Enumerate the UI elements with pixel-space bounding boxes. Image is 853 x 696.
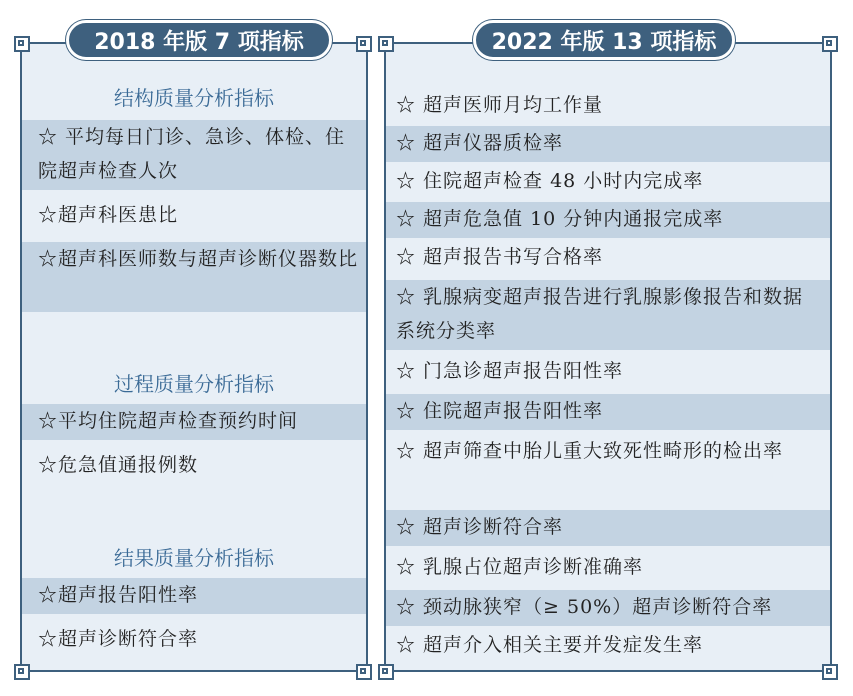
list-item-text: ☆ 乳腺占位超声诊断准确率 — [396, 556, 644, 578]
list-item-text: ☆ 超声诊断符合率 — [396, 516, 564, 538]
list-item-text: ☆ 超声危急值 10 分钟内通报完成率 — [396, 208, 724, 230]
corner-ornament — [356, 36, 372, 52]
section-heading-structure: 结构质量分析指标 — [114, 86, 274, 110]
list-item — [22, 404, 366, 440]
list-item-text: ☆ 超声筛查中胎儿重大致死性畸形的检出率 — [396, 440, 784, 462]
list-item-text: ☆ 住院超声报告阳性率 — [396, 400, 604, 422]
list-item — [22, 448, 366, 484]
section-heading-process: 过程质量分析指标 — [114, 372, 274, 396]
list-item-text: ☆ 超声医师月均工作量 — [396, 94, 604, 116]
corner-ornament — [822, 36, 838, 52]
list-item — [386, 280, 830, 350]
corner-ornament — [378, 36, 394, 52]
list-item — [22, 578, 366, 614]
indicators-2022-panel — [384, 42, 832, 672]
corner-ornament — [14, 36, 30, 52]
list-item — [22, 198, 366, 234]
corner-ornament — [378, 664, 394, 680]
list-item-text: ☆ 超声介入相关主要并发症发生率 — [396, 634, 704, 656]
list-item — [386, 394, 830, 430]
list-item-text: ☆ 乳腺病变超声报告进行乳腺影像报告和数据系统分类率 — [396, 286, 804, 342]
corner-ornament — [356, 664, 372, 680]
list-item — [386, 164, 830, 200]
list-item — [22, 242, 366, 312]
list-item-text: ☆超声诊断符合率 — [38, 628, 199, 650]
section-heading-result: 结果质量分析指标 — [114, 546, 274, 570]
list-item-text: ☆危急值通报例数 — [38, 454, 199, 476]
list-item — [386, 88, 830, 124]
corner-ornament — [14, 664, 30, 680]
list-item — [386, 202, 830, 238]
left-panel-title: 2018 年版 7 项指标 — [66, 20, 332, 60]
list-item — [386, 240, 830, 276]
list-item — [386, 510, 830, 546]
list-item-text: ☆ 超声报告书写合格率 — [396, 246, 604, 268]
list-item-text: ☆ 住院超声检查 48 小时内完成率 — [396, 170, 704, 192]
list-item-text: ☆ 超声仪器质检率 — [396, 132, 564, 154]
list-item — [386, 590, 830, 626]
corner-ornament — [822, 664, 838, 680]
indicators-2018-panel — [20, 42, 368, 672]
list-item — [386, 550, 830, 586]
list-item — [386, 628, 830, 664]
list-item — [22, 120, 366, 190]
list-item — [386, 354, 830, 390]
list-item-text: ☆超声科医患比 — [38, 204, 179, 226]
list-item-text: ☆超声报告阳性率 — [38, 584, 199, 606]
list-item-text: ☆超声科医师数与超声诊断仪器数比 — [38, 248, 359, 270]
list-item — [386, 126, 830, 162]
list-item-text: ☆平均住院超声检查预约时间 — [38, 410, 299, 432]
right-panel-title: 2022 年版 13 项指标 — [473, 20, 735, 60]
list-item — [22, 622, 366, 658]
list-item-text: ☆ 门急诊超声报告阳性率 — [396, 360, 624, 382]
list-item-text: ☆ 平均每日门诊、急诊、体检、住院超声检查人次 — [38, 126, 346, 182]
list-item — [386, 434, 830, 504]
list-item-text: ☆ 颈动脉狭窄（≥ 50%）超声诊断符合率 — [396, 596, 773, 618]
